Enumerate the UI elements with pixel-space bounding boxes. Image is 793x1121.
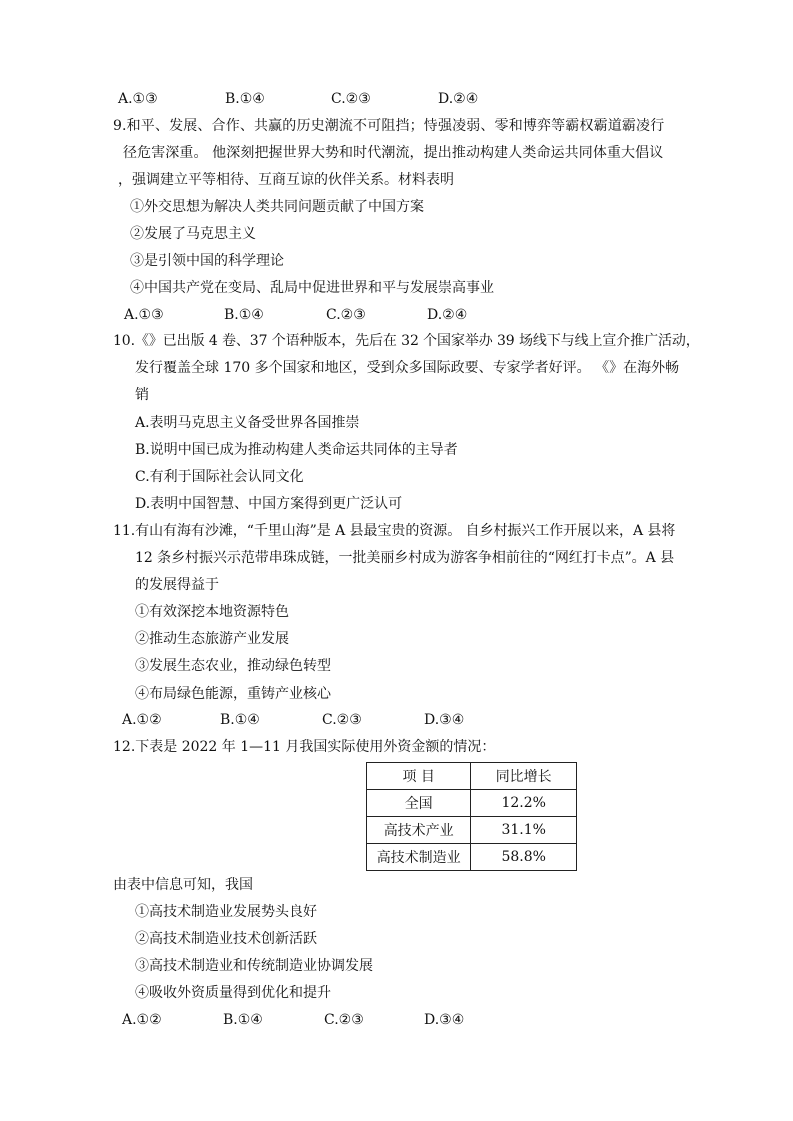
q11-stem-line-2: 12 条乡村振兴示范带串珠成链，一批美丽乡村成为游客争相前往的“网红打卡点”。A 县 [135,550,675,566]
table-header-growth: 同比增长 [471,763,577,790]
q9-stem-line-1: 9.和平、发展、合作、共赢的历史潮流不可阻挡；恃强凌弱、零和博弈等霸权霸道霸凌行 [113,118,665,134]
q9-stem-line-3: ，强调建立平等相待、互商互谅的伙伴关系。材料表明 [118,172,454,188]
table-row [367,817,577,844]
q12-option-d: D.③④ [424,1012,465,1028]
q11-item-3: ③发展生态农业，推动绿色转型 [135,658,331,674]
table-cell: 高技术产业 [367,817,471,844]
q12-item-2: ②高技术制造业技术创新活跃 [135,931,317,947]
q9-options [124,305,524,325]
q11-item-2: ②推动生态旅游产业发展 [135,631,289,647]
table-cell: 全国 [367,790,471,817]
q12-option-a: A.①② [122,1012,162,1028]
q11-item-1: ①有效深挖本地资源特色 [135,604,289,620]
q12-item-1: ①高技术制造业发展势头良好 [135,904,317,920]
foreign-investment-table [366,762,577,871]
table-row [367,844,577,871]
q11-option-b: B.①④ [220,712,260,728]
table-row [367,790,577,817]
table-cell: 58.8% [471,844,577,871]
q11-stem-line-1: 11.有山有海有沙滩，“千里山海”是 A 县最宝贵的资源。 自乡村振兴工作开展以来，A 县将 [113,523,676,539]
q12-item-3: ③高技术制造业和传统制造业协调发展 [135,958,373,974]
q10-stem-line-2: 发行覆盖全球 170 多个国家和地区，受到众多国际政要、专家学者好评。 《》在海外畅 [135,360,680,376]
q10-stem-line-1: 10.《》已出版 4 卷、37 个语种版本，先后在 32 个国家举办 39 场线下与线上宣介推广活动， [113,333,700,349]
q9-option-c: C.②③ [326,307,366,323]
q9-item-1: ①外交思想为解决人类共同问题贡献了中国方案 [130,199,424,215]
q11-option-c: C.②③ [322,712,362,728]
q9-option-a: A.①③ [124,307,164,323]
q11-option-d: D.③④ [424,712,465,728]
table-cell: 高技术制造业 [367,844,471,871]
q12-option-c: C.②③ [324,1012,364,1028]
q11-stem-line-3: 的发展得益于 [135,577,219,593]
table-header-row [367,763,577,790]
q9-item-3: ③是引领中国的科学理论 [130,253,284,269]
q12-option-b: B.①④ [223,1012,263,1028]
q11-item-4: ④布局绿色能源，重铸产业核心 [135,686,331,702]
q11-option-a: A.①② [122,712,162,728]
table-cell: 12.2% [471,790,577,817]
q10-stem-line-3: 销 [135,387,149,403]
q9-option-b: B.①④ [224,307,264,323]
q9-option-d: D.②④ [427,307,468,323]
q10-option-a: A.表明马克思主义备受世界各国推崇 [135,415,360,431]
q8-option-a: A.①③ [118,91,158,107]
q11-options [122,710,522,730]
q12-lead: 由表中信息可知，我国 [113,877,253,893]
q8-options [118,89,538,109]
q9-item-4: ④中国共产党在变局、乱局中促进世界和平与发展崇高事业 [130,280,494,296]
q12-options [122,1010,522,1030]
q12-stem: 12.下表是 2022 年 1—11 月我国实际使用外资金额的情况： [113,739,496,755]
table-cell: 31.1% [471,817,577,844]
q8-option-d: D.②④ [438,91,479,107]
q12-item-4: ④吸收外资质量得到优化和提升 [135,985,331,1001]
q10-option-d: D.表明中国智慧、中国方案得到更广泛认可 [135,496,403,512]
q10-option-c: C.有利于国际社会认同文化 [135,469,304,485]
q9-item-2: ②发展了马克思主义 [130,226,256,242]
q9-stem-line-2: 径危害深重。 他深刻把握世界大势和时代潮流，提出推动构建人类命运共同体重大倡议 [123,145,664,161]
q10-option-b: B.说明中国已成为推动构建人类命运共同体的主导者 [135,442,458,458]
q8-option-c: C.②③ [331,91,371,107]
table-header-item: 项 目 [367,763,471,790]
q8-option-b: B.①④ [225,91,265,107]
